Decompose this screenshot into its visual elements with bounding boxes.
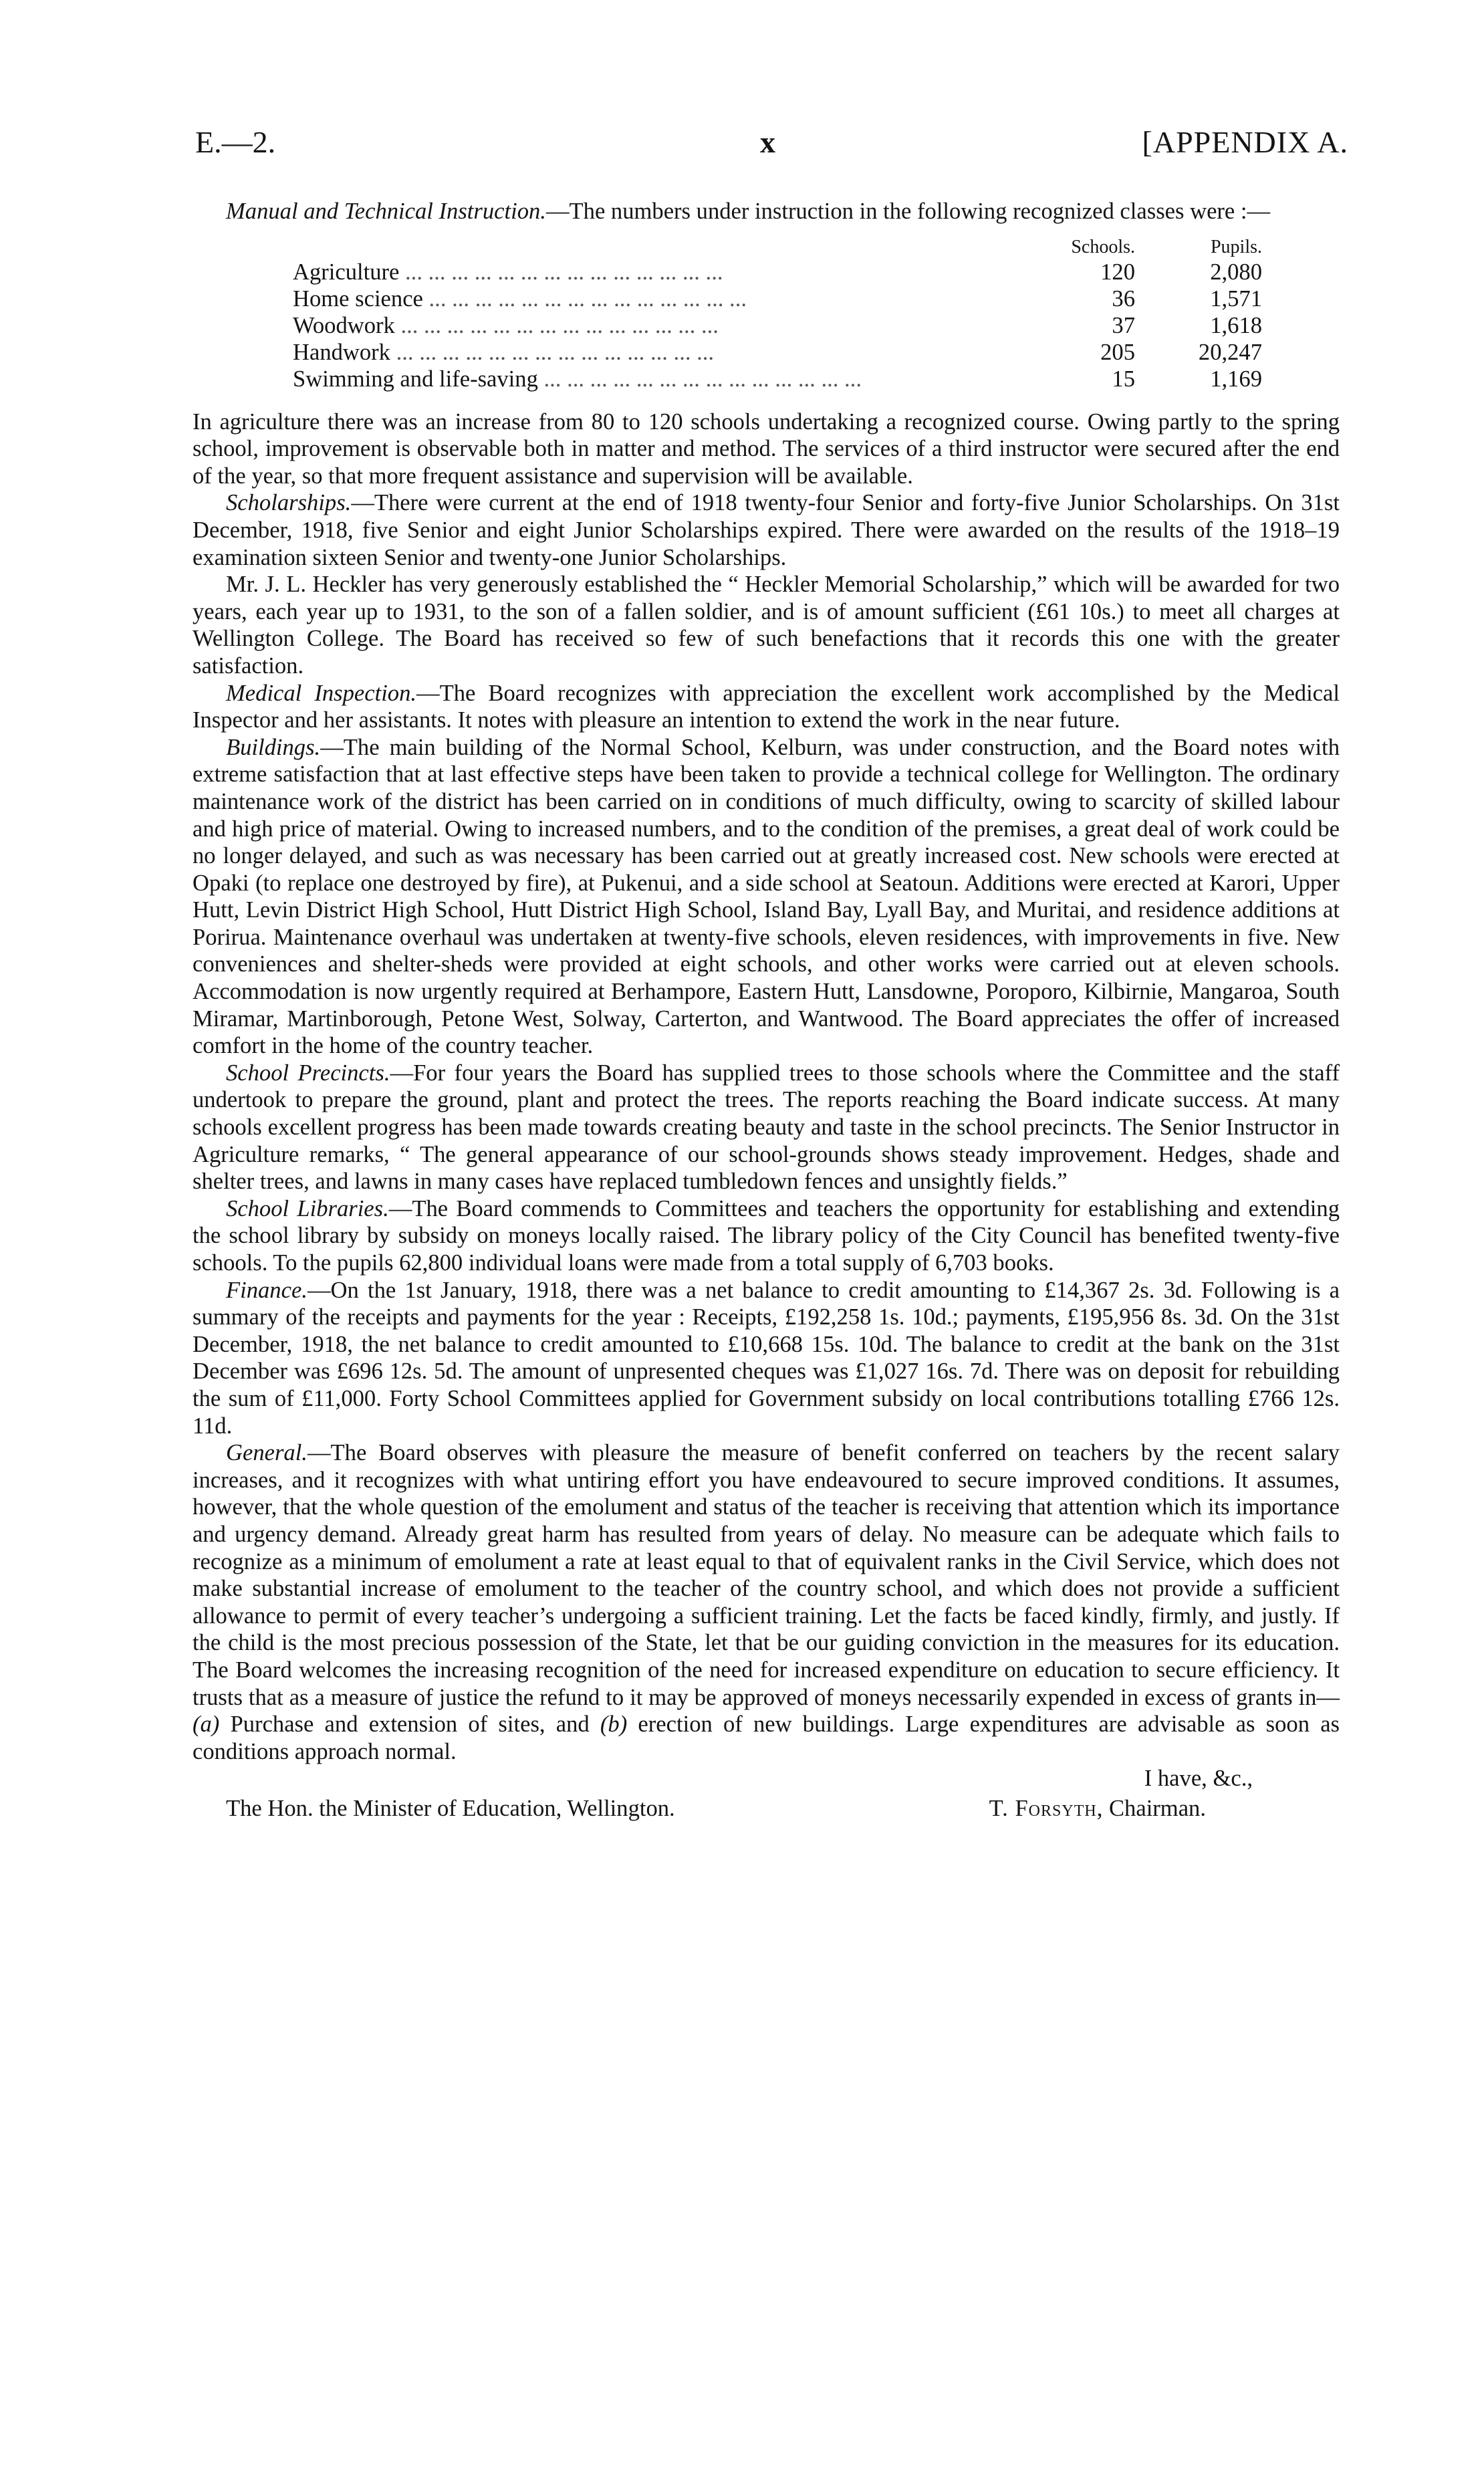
header-report-code: E.—2.	[195, 125, 276, 159]
buildings-paragraph	[193, 734, 1340, 1060]
item-b-text: erection of new buildings. Large expenditures are advisable as soon as conditions approach normal.	[193, 1711, 1340, 1764]
report-body	[193, 198, 1340, 1822]
section-heading: School Precincts.	[226, 1060, 390, 1086]
class-label: Home science ...	[293, 285, 1008, 312]
class-label: Swimming and life-saving ...	[293, 366, 1008, 392]
finance-paragraph	[193, 1277, 1340, 1440]
class-schools: 205	[1100, 339, 1135, 365]
section-heading: Finance.	[226, 1277, 307, 1303]
heckler-paragraph: Mr. J. L. Heckler has very generously established the “ Heckler Memorial Scholarship,” which will be awarded for two years, each year up to 1931, to the son of a fallen soldier, and is of amount sufficient (£61 10s.) to meet all charges at Wellington College. The Board has received so few of such benefactions that it records this one with the greater satisfaction.	[193, 572, 1340, 679]
section-heading: General.	[226, 1440, 307, 1466]
addressee: The Hon. the Minister of Education, Wellington.	[226, 1795, 675, 1821]
classes-table	[293, 236, 1262, 392]
signatory-title: Chairman.	[1103, 1795, 1206, 1821]
page-header	[195, 124, 1348, 171]
classes-table-wrap	[193, 236, 1340, 392]
libraries-paragraph	[193, 1195, 1340, 1277]
col-pupils-header: Pupils.	[1210, 236, 1262, 257]
section-heading: Medical Inspection.	[226, 680, 417, 706]
class-label: Woodwork ...	[293, 312, 1008, 339]
class-label: Agriculture ...	[293, 259, 1008, 285]
class-pupils: 1,571	[1210, 285, 1262, 312]
class-label: Handwork ...	[293, 339, 1008, 366]
class-schools: 36	[1112, 285, 1135, 312]
section-heading: Buildings.	[226, 734, 321, 760]
class-schools: 15	[1112, 366, 1135, 392]
class-pupils: 20,247	[1198, 339, 1262, 365]
class-pupils: 1,618	[1210, 312, 1262, 338]
header-appendix: [APPENDIX A.	[1142, 125, 1348, 159]
header-page-number: x	[760, 125, 775, 159]
section-heading: School Libraries.	[226, 1195, 389, 1221]
section-text: —On the 1st January, 1918, there was a net balance to credit amounting to £14,367 2s. 3d. Following is a summary of the receipts and payments for the year : Receipts, £192,258 1s. 10d.; payments, £195,956 8s. 3d. On the 31st December, 1918, the net balance to credit amounted to £10,668 15s. 10d. The balance to credit at the bank on the 31st December was £696 12s. 5d. The amount of unpresented cheques was £1,027 16s. 7d. There was on deposit for rebuilding the sum of £11,000. Forty School Committees applied for Government subsidy on local contributions totalling £766 12s. 11d.	[193, 1277, 1340, 1439]
scholarships-paragraph	[193, 489, 1340, 571]
table-header-row	[293, 236, 1262, 259]
section-text: —The Board commends to Committees and teachers the opportunity for establishing and extending the school library by subsidy on moneys locally raised. The library policy of the City Council has benefited twenty-five schools. To the pupils 62,800 individual loans were made from a total supply of 6,703 books.	[193, 1195, 1340, 1276]
sign-off: I have, &c.,	[1144, 1766, 1253, 1792]
precincts-paragraph	[193, 1060, 1340, 1195]
class-schools: 37	[1112, 312, 1135, 338]
closing-line	[193, 1765, 1340, 1792]
section-text: —The main building of the Normal School, Kelburn, was under construction, and the Board notes with extreme satisfaction that at last effective steps have been taken to provide a technical college for Wellington. The ordinary maintenance work of the district has been carried on in conditions of much difficulty, owing to scarcity of skilled labour and high price of material. Owing to increased numbers, and to the condition of the premises, a great deal of work could be no longer delayed, and such as was necessary has been carried out at greatly increased cost. New schools were erected at Opaki (to replace one destroyed by fire), at Pukenui, and a side school at Seatoun. Additions were erected at Karori, Upper Hutt, Levin District High School, Hutt District High School, Island Bay, Lyall Bay, and Muritai, and residence additions at Porirua. Maintenance overhaul was undertaken at twenty-five schools, eleven residences, with improvements in five. New conveniences and shelter-sheds were provided at eight schools, and other works were carried out at eleven schools. Accommodation is now urgently required at Berhampore, Eastern Hutt, Lansdowne, Poroporo, Kilbirnie, Mangaroa, South Miramar, Martinborough, Petone West, Solway, Carterton, and Wantwood. The Board appreciates the offer of increased comfort in the home of the country teacher.	[193, 734, 1340, 1059]
item-b-label: (b)	[600, 1711, 628, 1738]
section-heading: Manual and Technical Instruction.	[226, 199, 546, 224]
manual-paragraph	[193, 198, 1340, 225]
table-row	[293, 259, 1262, 285]
class-pupils: 2,080	[1210, 259, 1262, 285]
table-row	[293, 312, 1262, 339]
general-paragraph	[193, 1439, 1340, 1765]
class-schools: 120	[1100, 259, 1135, 285]
section-text: —The numbers under instruction in the following recognized classes were :—	[545, 199, 1271, 224]
signatory-name: T. Forsyth,	[989, 1795, 1104, 1821]
col-schools-header: Schools.	[1071, 236, 1135, 257]
table-row	[293, 366, 1262, 392]
table-row	[293, 339, 1262, 366]
class-pupils: 1,169	[1210, 366, 1262, 392]
section-text: —There were current at the end of 1918 twenty-four Senior and forty-five Junior Scholarships. On 31st December, 1918, five Senior and eight Junior Scholarships expired. There were awarded on the results of the 1918–19 examination sixteen Senior and twenty-one Junior Scholarships.	[193, 490, 1340, 570]
section-text: —For four years the Board has supplied trees to those schools where the Committee and the staff undertook to prepare the ground, plant and protect the trees. The reports reaching the Board indicate success. At many schools excellent progress has been made towards creating beauty and taste in the school precincts. The Senior Instructor in Agriculture remarks, “ The general appearance of our school-grounds shows steady improvement. Hedges, shade and shelter trees, and lawns in many cases have replaced tumbledown fences and unsightly fields.”	[193, 1060, 1340, 1195]
item-a-text: Purchase and extension of sites, and	[219, 1711, 600, 1738]
section-heading: Scholarships.	[226, 490, 352, 516]
agriculture-paragraph: In agriculture there was an increase from 80 to 120 schools undertaking a recognized course. Owing partly to the spring school, improvement is observable both in matter and method. The services of a third instructor were secured after the end of the year, so that more frequent assistance and supervision will be available.	[193, 408, 1340, 489]
medical-paragraph	[193, 680, 1340, 734]
section-text: —The Board observes with pleasure the measure of benefit conferred on teachers by the recent salary increases, and it recognizes with what untiring effort you have endeavoured to secure improved conditions. It assumes, however, that the whole question of the emolument and status of the teacher is receiving that attention which its importance and urgency demand. Already great harm has resulted from years of delay. No measure can be adequate which fails to recognize as a minimum of emolument a rate at least equal to that of equivalent ranks in the Civil Service, which does not make substantial increase of emolument to the teacher of the country school, and which does not provide a sufficient allowance to permit of every teacher’s undergoing a sufficient training. Let the facts be faced kindly, firmly, and justly. If the child is the most precious possession of the State, let that be our guiding conviction in the measures for its education. The Board welcomes the increasing recognition of the need for increased expenditure on education to secure efficiency. It trusts that as a measure of justice the refund to it may be approved of moneys necessarily expended in excess of grants in—	[193, 1440, 1340, 1710]
signature-block	[989, 1795, 1340, 1822]
table-row	[293, 285, 1262, 312]
addressee-line	[193, 1795, 1340, 1822]
section-text: —The Board recognizes with appreciation the excellent work accomplished by the Medical Inspector and her assistants. It notes with pleasure an intention to extend the work in the near future.	[193, 680, 1340, 733]
item-a-label: (a)	[193, 1711, 220, 1738]
